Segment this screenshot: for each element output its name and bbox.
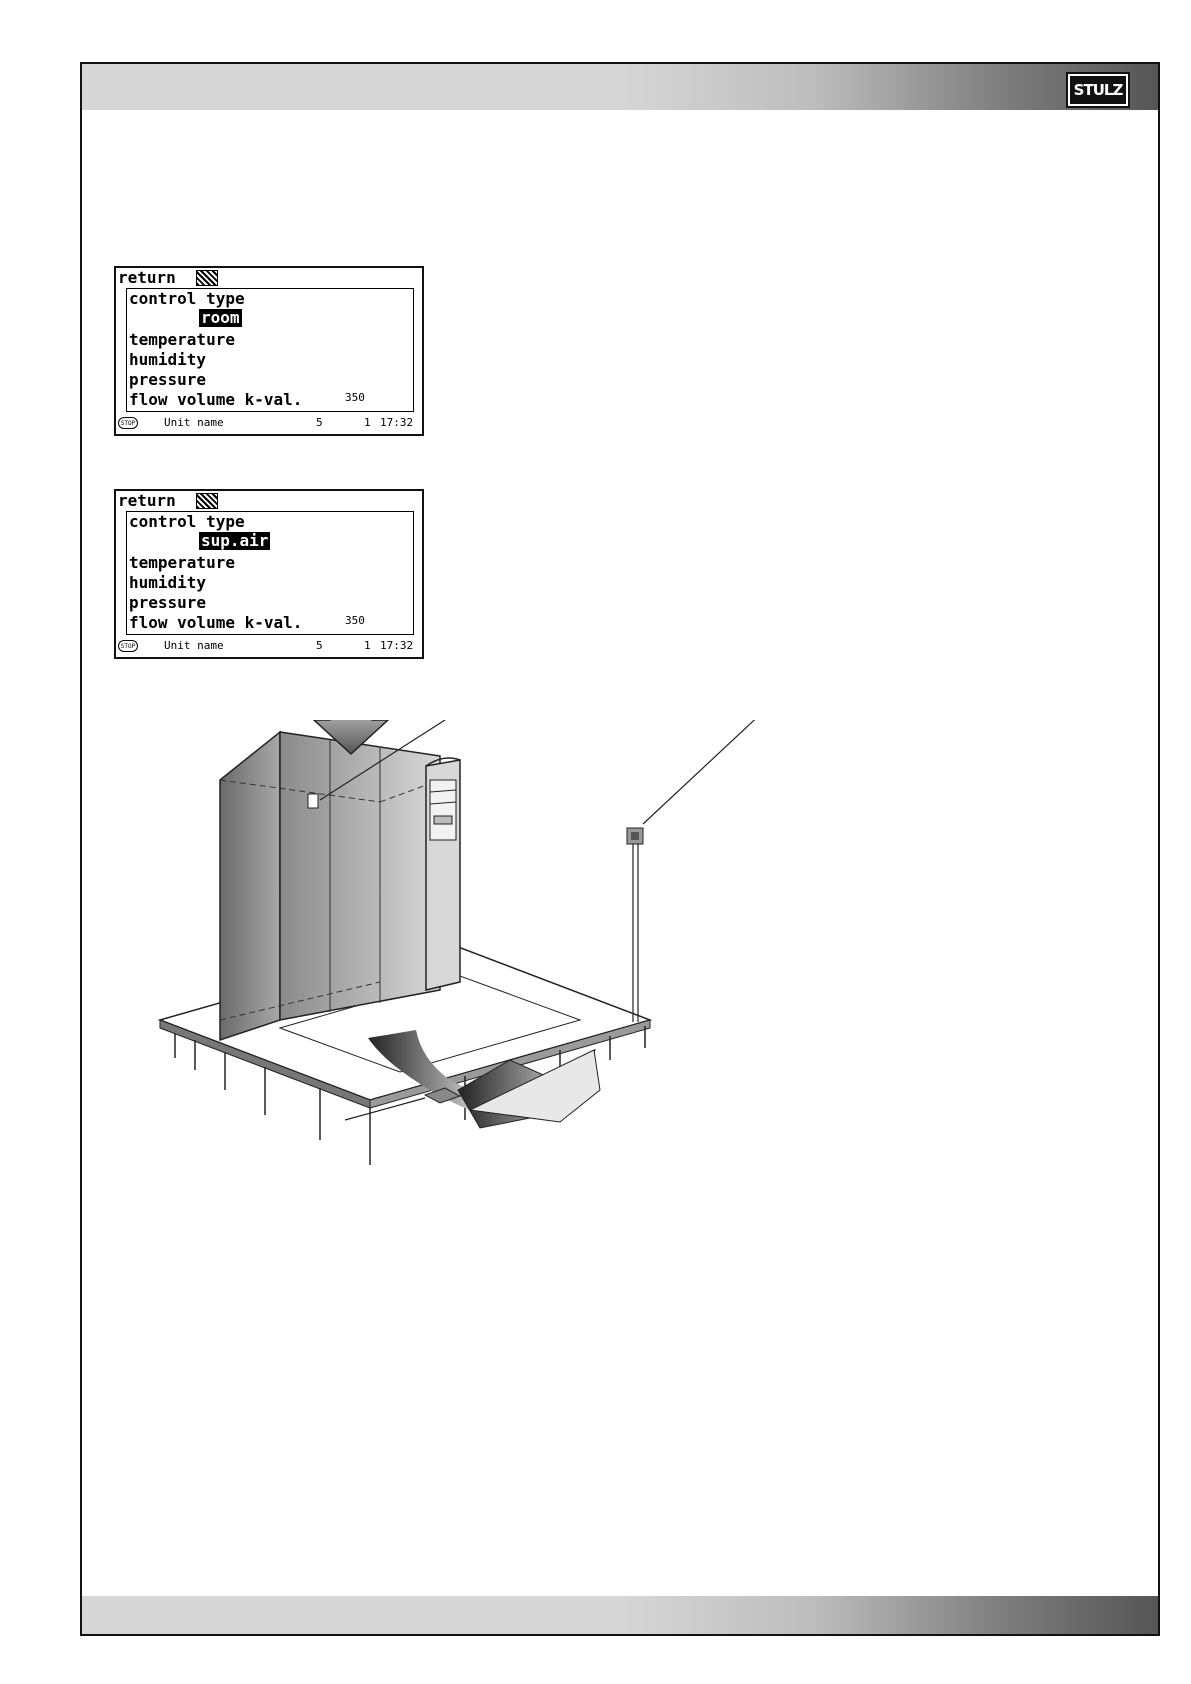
menu-row-pressure[interactable]: pressure <box>129 370 207 389</box>
menu-row-temperature[interactable]: temperature <box>129 553 235 572</box>
unit-number: 5 <box>316 639 323 652</box>
header-band <box>82 64 1158 110</box>
menu-row-control-type[interactable]: control type <box>129 512 245 531</box>
menu-row-humidity[interactable]: humidity <box>129 573 207 592</box>
status-day: 1 <box>364 416 371 429</box>
selected-value[interactable]: sup.air <box>201 531 269 550</box>
status-bar <box>116 412 422 434</box>
unit-name: Unit name <box>164 416 224 429</box>
status-time: 17:32 <box>380 416 414 429</box>
unit-name: Unit name <box>164 639 224 652</box>
lcd-screen-supply-air <box>114 489 424 659</box>
kval-value: 350 <box>345 614 365 627</box>
menu-row-temperature[interactable]: temperature <box>129 330 235 349</box>
stop-icon[interactable]: STOP <box>118 417 138 429</box>
menu-row-humidity[interactable]: humidity <box>129 350 207 369</box>
unit-installation-illustration <box>140 720 760 1260</box>
lcd-title: return <box>118 268 176 287</box>
menu-row-flow-volume[interactable]: flow volume k-val. <box>129 390 303 409</box>
menu-icon <box>196 270 218 286</box>
lcd-title: return <box>118 491 176 510</box>
unit-number: 5 <box>316 416 323 429</box>
room-sensor-stand <box>627 828 643 1022</box>
menu-row-control-type[interactable]: control type <box>129 289 245 308</box>
lcd-screen-room <box>114 266 424 436</box>
selected-value[interactable]: room <box>201 308 240 327</box>
lcd-menu <box>126 288 414 412</box>
kval-value: 350 <box>345 391 365 404</box>
menu-row-flow-volume[interactable]: flow volume k-val. <box>129 613 303 632</box>
lcd-menu <box>126 511 414 635</box>
menu-icon <box>196 493 218 509</box>
status-day: 1 <box>364 639 371 652</box>
status-time: 17:32 <box>380 639 414 652</box>
stulz-logo: STULZ <box>1066 72 1130 108</box>
status-bar <box>116 635 422 657</box>
stop-icon[interactable]: STOP <box>118 640 138 652</box>
menu-row-pressure[interactable]: pressure <box>129 593 207 612</box>
footer-band <box>82 1596 1158 1634</box>
